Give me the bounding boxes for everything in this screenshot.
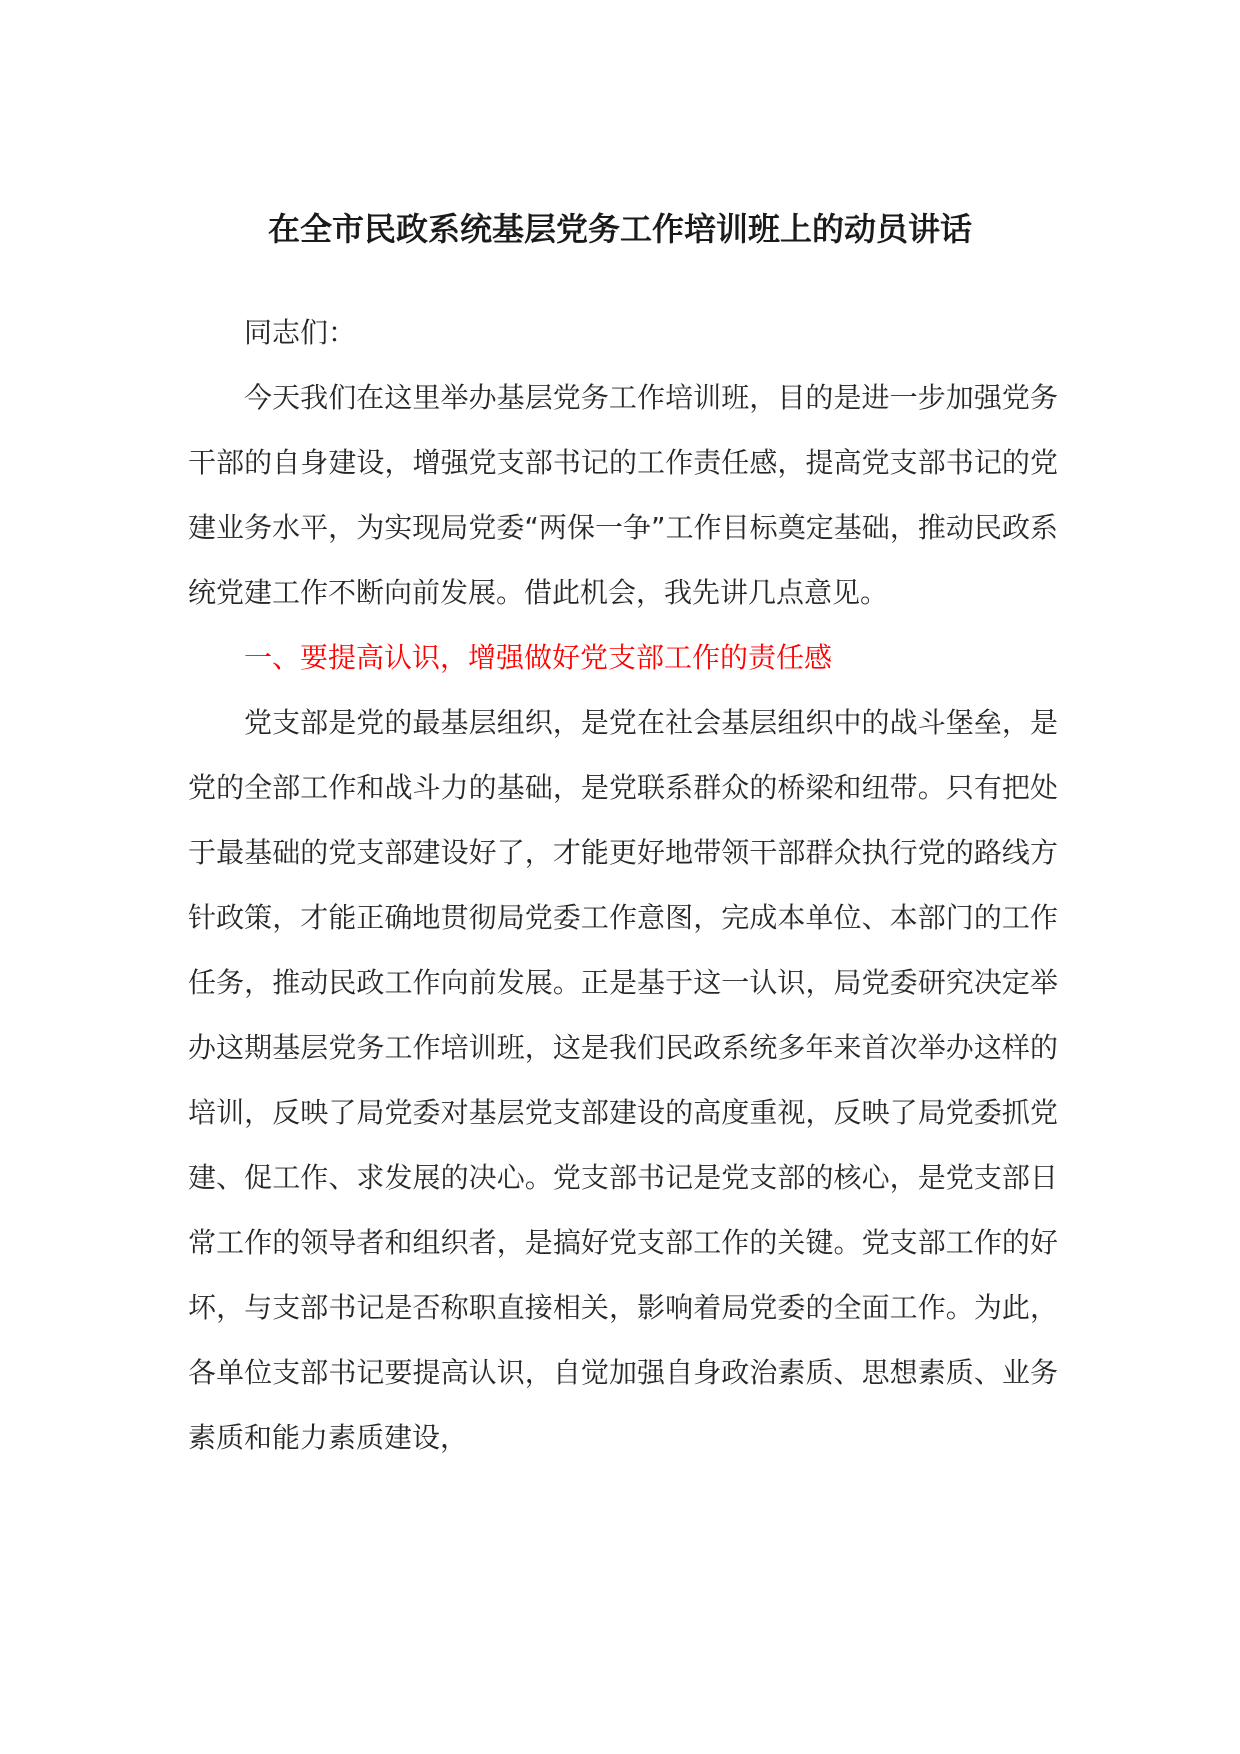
section-heading: 一、要提高认识，增强做好党支部工作的责任感	[244, 641, 833, 674]
salutation: 同志们：	[244, 316, 357, 349]
section-paragraph: 党支部是党的最基层组织，是党在社会基层组织中的战斗堡垒，是党的全部工作和战斗力的基础，是党联系群众的桥梁和纽带。只有把处于最基础的党支部建设好了，才能更好地带领干部群众执行党的路线方针政策，才能正确地贯彻局党委工作意图，完成本单位、本部门的工作任务，推动民政工作向前发展。正是基于这一认识，局党委研究决定举办这期基层党务工作培训班，这是我们民政系统多年来首次举办这样的培训，反映了局党委对基层党支部建设的高度重视，反映了局党委抓党建、促工作、求发展的决心。党支部书记是党支部的核心，是党支部日常工作的领导者和组织者，是搞好党支部工作的关键。党支部工作的好坏，与支部书记是否称职直接相关，影响着局党委的全面工作。为此，各单位支部书记要提高认识，自觉加强自身政治素质、思想素质、业务素质和能力素质建设，	[188, 706, 1058, 1454]
document-title: 在全市民政系统基层党务工作培训班上的动员讲话	[267, 210, 972, 248]
intro-paragraph: 今天我们在这里举办基层党务工作培训班，目的是进一步加强党务干部的自身建设，增强党支部书记的工作责任感，提高党支部书记的党建业务水平，为实现局党委“两保一争”工作目标奠定基础，推动民政系统党建工作不断向前发展。借此机会，我先讲几点意见。	[188, 381, 1058, 609]
document-body	[188, 300, 1058, 1470]
